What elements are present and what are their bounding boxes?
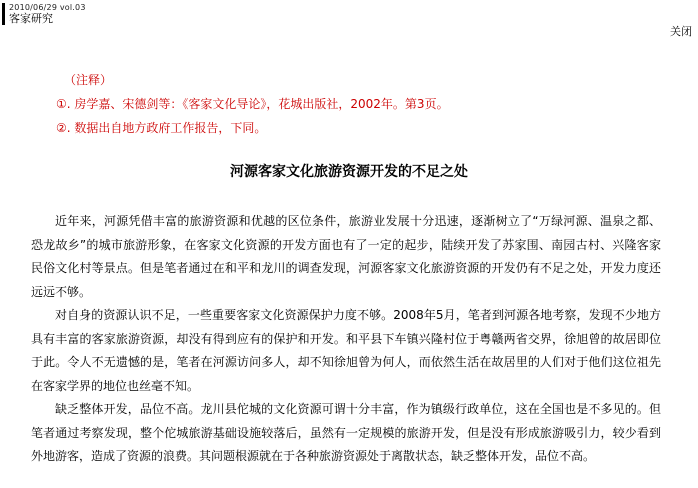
article-paragraph: 缺乏整体开发，品位不高。龙川县佗城的文化资源可谓十分丰富，作为镇级行政单位，这在全国也是不多见的。但笔者通过考察发现，整个佗城旅游基础设施较落后，虽然有一定规模的旅游开发，但是没有形成旅游吸引力，较少看到外地游客，造成了资源的浪费。其问题根源就在于各种旅游资源处于离散状态，缺乏整体开发，品位不高。 — [31, 402, 661, 463]
note-item: ①. 房学嘉、宋德剑等：《客家文化导论》，花城出版社，2002年。第3页。 — [56, 97, 449, 111]
section-name: 客家研究 — [9, 12, 53, 25]
article-paragraph: 对自身的资源认识不足，一些重要客家文化资源保护力度不够。2008年5月，笔者到河源各地考察，发现不少地方具有丰富的客家旅游资源，却没有得到应有的保护和开发。和平县下车镇兴隆村位于粤赣两省交界，徐旭曾的故居即位于此。令人不无遗憾的是，笔者在河源访问多人，却不知徐旭曾为何人，而依然生活在故居里的人们对于他们这位祖先在客家学界的地位也丝毫不知。 — [31, 308, 661, 393]
article-paragraph: 近年来，河源凭借丰富的旅游资源和优越的区位条件，旅游业发展十分迅速，逐渐树立了“万绿河源、温泉之都、恐龙故乡”的城市旅游形象，在客家文化资源的开发方面也有了一定的起步，陆续开发了苏家围、南园古村、兴隆客家民俗文化村等景点。但是笔者通过在和平和龙川的调查发现，河源客家文化旅游资源的开发仍有不足之处，开发力度还远远不够。 — [31, 214, 661, 299]
issue-date: 2010/06/29 vol.03 — [9, 3, 86, 12]
notes-block — [56, 68, 449, 140]
note-item: ②. 数据出自地方政府工作报告，下同。 — [56, 121, 267, 135]
notes-title: （注释） — [64, 73, 113, 87]
article-title: 河源客家文化旅游资源开发的不足之处 — [230, 164, 468, 180]
article-body — [31, 210, 661, 469]
page-header — [0, 0, 698, 30]
close-button[interactable]: 关闭 — [670, 25, 692, 38]
header-accent-bar — [2, 3, 5, 25]
